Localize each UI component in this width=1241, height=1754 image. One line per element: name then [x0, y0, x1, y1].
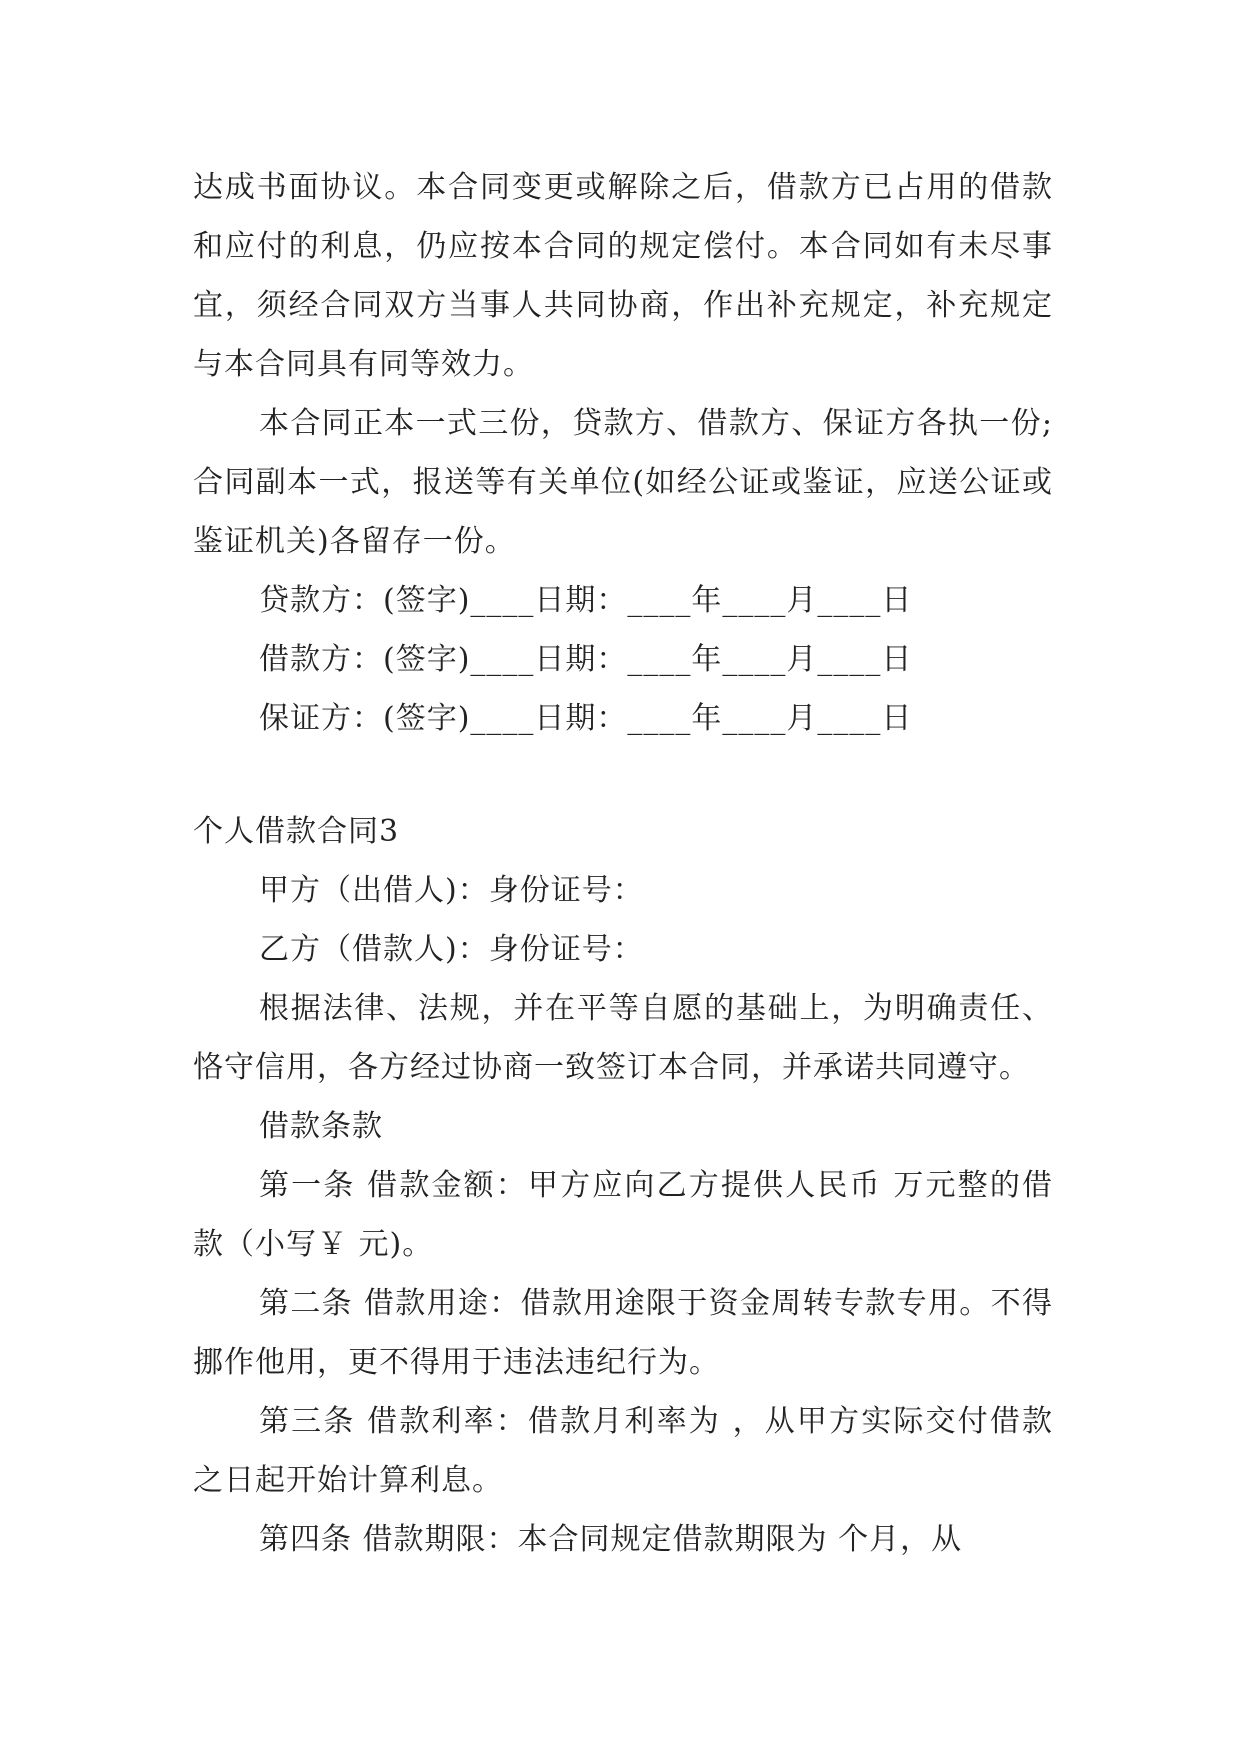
party-b-line: 乙方（借款人)：身份证号：: [259, 932, 644, 967]
article-2-paragraph: 第二条 借款用途：借款用途限于资金周转专款专用。不得挪作他用，更不得用于违法违纪行为。: [193, 1286, 1053, 1380]
party-a-line: 甲方（出借人)：身份证号：: [259, 873, 644, 908]
document-body: [193, 158, 1053, 1569]
contract-modification-paragraph: 达成书面协议。本合同变更或解除之后，借款方已占用的借款和应付的利息，仍应按本合同的规定偿付。本合同如有未尽事宜，须经合同双方当事人共同协商，作出补充规定，补充规定与本合同具有同等效力。: [193, 170, 1053, 382]
section-spacer: [193, 748, 1053, 802]
clauses-heading: 借款条款: [259, 1109, 383, 1144]
article-4-paragraph: 第四条 借款期限：本合同规定借款期限为 个月，从: [259, 1522, 963, 1557]
copies-paragraph: 本合同正本一式三份，贷款方、借款方、保证方各执一份;合同副本一式，报送等有关单位(如经公证或鉴证，应送公证或鉴证机关)各留存一份。: [193, 406, 1053, 559]
article-3-paragraph: 第三条 借款利率：借款月利率为 ，从甲方实际交付借款之日起开始计算利息。: [193, 1404, 1053, 1498]
lender-signature-line: 贷款方：(签字)____日期：____年____月____日: [259, 583, 913, 618]
section-title: 个人借款合同3: [193, 814, 400, 849]
preamble-paragraph: 根据法律、法规，并在平等自愿的基础上，为明确责任、恪守信用，各方经过协商一致签订本合同，并承诺共同遵守。: [193, 991, 1053, 1085]
article-1-paragraph: 第一条 借款金额：甲方应向乙方提供人民币 万元整的借款（小写￥ 元)。: [193, 1168, 1053, 1262]
borrower-signature-line: 借款方：(签字)____日期：____年____月____日: [259, 642, 913, 677]
guarantor-signature-line: 保证方：(签字)____日期：____年____月____日: [259, 701, 913, 736]
